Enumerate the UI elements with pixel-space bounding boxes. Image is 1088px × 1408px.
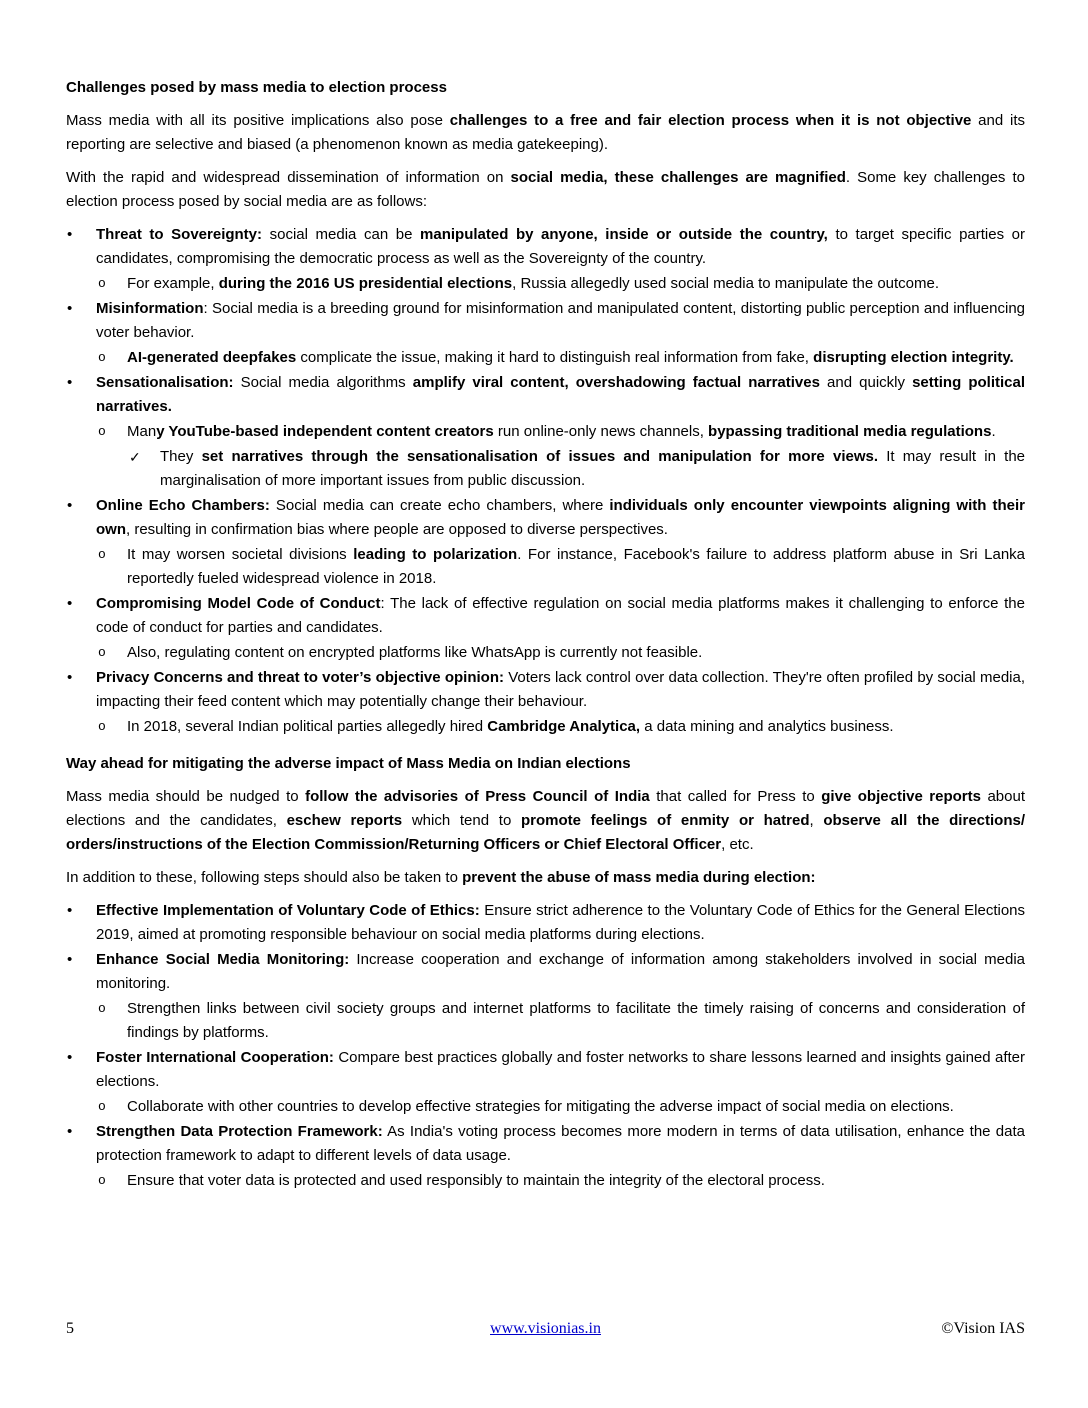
circle-bullet-icon: o [98, 1099, 106, 1114]
bold-text-run: set narratives through the sensationalisation of issues and manipulation for more views. [201, 448, 879, 465]
bullet-icon: • [67, 1049, 73, 1066]
bullet-list [66, 899, 1025, 1193]
list-item [66, 543, 1025, 591]
text-run: Man [127, 423, 157, 440]
bullet-icon: • [67, 300, 73, 317]
circle-bullet-icon: o [98, 547, 106, 562]
bullet-icon: • [67, 669, 73, 686]
list-item [66, 420, 1025, 444]
list-item [66, 1046, 1025, 1094]
bold-text-run: Misinformation [96, 300, 204, 317]
bullet-icon: • [67, 1123, 73, 1140]
text-run: Mass media should be nudged to [66, 788, 306, 805]
bold-text-run: manipulated by anyone, inside or outside the country, [420, 226, 828, 243]
bold-text-run: Enhance Social Media Monitoring: [96, 951, 350, 968]
text-run: and its reporting are selective and biased (a phenomenon known as media gatekeeping). [66, 112, 1025, 153]
text-run: In 2018, several Indian political parties allegedly hired [127, 718, 488, 735]
text-run: : The lack of effective regulation on social media platforms makes it challenging to enforce the code of conduct for parties and candidates. [96, 595, 1025, 636]
list-item [66, 272, 1025, 296]
bullet-icon: • [67, 374, 73, 391]
bold-text-run: Foster International Cooperation: [96, 1049, 334, 1066]
bold-text-run: follow the advisories of Press Council of India [305, 788, 650, 805]
text-run: With the rapid and widespread dissemination of information on [66, 169, 511, 186]
page-number: 5 [66, 1320, 74, 1337]
bullet-icon: • [67, 951, 73, 968]
list-item [66, 899, 1025, 947]
list-item [66, 997, 1025, 1045]
text-run: and quickly [819, 374, 913, 391]
text-run: social media can be [269, 226, 421, 243]
bold-text-run: amplify viral content, overshadowing factual narratives [412, 374, 820, 391]
bold-text-run: y YouTube-based independent content creators [156, 423, 494, 440]
bold-text-run: individuals only encounter viewpoints aligning with their own [96, 497, 1025, 538]
list-item [66, 666, 1025, 714]
text-run: Ensure strict adherence to the Voluntary Code of Ethics for the General Elections 2019, aimed at promoting responsible behaviour on social media platforms during elections. [96, 902, 1026, 943]
bold-text-run: setting political narratives. [96, 374, 1026, 415]
bullet-list [66, 223, 1025, 739]
text-run: to target specific parties or candidates, compromising the democratic process as well as the Sovereignty of the country. [96, 226, 1026, 267]
text-run: : Social media is a breeding ground for misinformation and manipulated content, distorting public perception and influencing voter behavior. [96, 300, 1025, 341]
text-run: Mass media with all its positive implications also pose [66, 112, 450, 129]
bold-text-run: social media, these challenges are magnified [510, 169, 846, 186]
text-run: In addition to these, following steps should also be taken to [66, 869, 463, 886]
list-item [66, 445, 1025, 493]
document-content [66, 76, 1025, 1201]
circle-bullet-icon: o [98, 1001, 106, 1016]
bold-text-run: AI-generated deepfakes [127, 349, 297, 366]
text-run: . [991, 423, 996, 440]
list-item [66, 948, 1025, 996]
text-run: It may result in the marginalisation of more important issues from public discussion. [160, 448, 1026, 489]
circle-bullet-icon: o [98, 424, 106, 439]
text-run: that called for Press to [649, 788, 822, 805]
list-item [66, 297, 1025, 345]
bold-text-run: Sensationalisation: [96, 374, 234, 391]
copyright-text: ©Vision IAS [941, 1320, 1025, 1337]
bold-text-run: prevent the abuse of mass media during election: [462, 869, 816, 886]
bold-text-run: leading to polarization [353, 546, 518, 563]
circle-bullet-icon: o [98, 645, 106, 660]
bold-text-run: give objective reports [821, 788, 981, 805]
list-item [66, 1120, 1025, 1168]
bold-text-run: Cambridge Analytica, [487, 718, 641, 735]
section-heading [66, 76, 1025, 100]
bullet-icon: • [67, 902, 73, 919]
text-run: Increase cooperation and exchange of information among stakeholders involved in social media monitoring. [96, 951, 1025, 992]
text-run: , etc. [721, 836, 754, 853]
page-footer [66, 1320, 1025, 1338]
circle-bullet-icon: o [98, 719, 106, 734]
text-run: , [809, 812, 824, 829]
bullet-icon: • [67, 497, 73, 514]
text-run: a data mining and analytics business. [640, 718, 894, 735]
text-run: . For instance, Facebook's failure to address platform abuse in Sri Lanka reportedly fueled widespread violence in 2018. [127, 546, 1026, 587]
section-heading [66, 752, 1025, 776]
check-icon: ✓ [129, 449, 141, 465]
bold-text-run: disrupting election integrity. [813, 349, 1014, 366]
bold-text-run: bypassing traditional media regulations [708, 423, 992, 440]
text-run: , Russia allegedly used social media to manipulate the outcome. [512, 275, 940, 292]
list-item [66, 346, 1025, 370]
paragraph [66, 785, 1025, 857]
circle-bullet-icon: o [98, 1173, 106, 1188]
website-link[interactable]: www.visionias.in [490, 1320, 601, 1337]
bold-text-run: challenges to a free and fair election process when it is not objective [449, 112, 972, 129]
circle-bullet-icon: o [98, 276, 106, 291]
text-run: For example, [127, 275, 219, 292]
bold-text-run: observe all the directions/ orders/instructions of the Election Commission/Returning Officers or Chief Electoral Officer [66, 812, 1025, 853]
bold-text-run: Threat to Sovereignty: [96, 226, 270, 243]
text-run: They [160, 448, 202, 465]
list-item [66, 223, 1025, 271]
bold-text-run: Compromising Model Code of Conduct [96, 595, 381, 612]
paragraph [66, 166, 1025, 214]
bold-text-run: Privacy Concerns and threat to voter’s objective opinion: [96, 669, 504, 686]
bold-text-run: Challenges posed by mass media to election process [66, 79, 447, 96]
text-run: Compare best practices globally and foster networks to share lessons learned and insights gained after elections. [96, 1049, 1025, 1090]
text-run: , resulting in confirmation bias where people are opposed to diverse perspectives. [126, 521, 668, 538]
bullet-icon: • [67, 595, 73, 612]
text-run: Also, regulating content on encrypted platforms like WhatsApp is currently not feasible. [127, 644, 703, 661]
bold-text-run: Way ahead for mitigating the adverse impact of Mass Media on Indian elections [66, 755, 631, 772]
text-run: which tend to [402, 812, 521, 829]
text-run: . Some key challenges to election process posed by social media are as follows: [66, 169, 1025, 210]
text-run: Ensure that voter data is protected and used responsibly to maintain the integrity of the electoral process. [127, 1172, 825, 1189]
text-run: about elections and the candidates, [66, 788, 1025, 829]
paragraph [66, 866, 1025, 890]
list-item [66, 371, 1025, 419]
list-item [66, 641, 1025, 665]
text-run: run online-only news channels, [493, 423, 709, 440]
bold-text-run: Online Echo Chambers: [96, 497, 270, 514]
text-run: It may worsen societal divisions [127, 546, 354, 563]
list-item [66, 1169, 1025, 1193]
text-run: complicate the issue, making it hard to distinguish real information from fake, [296, 349, 814, 366]
bold-text-run: promote feelings of enmity or hatred [520, 812, 810, 829]
text-run: Social media algorithms [233, 374, 413, 391]
text-run: As India's voting process becomes more modern in terms of data utilisation, enhance the data protection framework to adapt to different levels of data usage. [96, 1123, 1025, 1164]
bullet-icon: • [67, 226, 73, 243]
list-item [66, 715, 1025, 739]
text-run: Strengthen links between civil society groups and internet platforms to facilitate the timely raising of concerns and consideration of findings by platforms. [127, 1000, 1025, 1041]
bold-text-run: eschew reports [286, 812, 403, 829]
list-item [66, 1095, 1025, 1119]
text-run: Social media can create echo chambers, where [269, 497, 610, 514]
text-run: Collaborate with other countries to develop effective strategies for mitigating the adverse impact of social media on elections. [127, 1098, 954, 1115]
list-item [66, 592, 1025, 640]
circle-bullet-icon: o [98, 350, 106, 365]
bold-text-run: during the 2016 US presidential elections [218, 275, 513, 292]
list-item [66, 494, 1025, 542]
paragraph [66, 109, 1025, 157]
bold-text-run: Effective Implementation of Voluntary Code of Ethics: [96, 902, 480, 919]
text-run: Voters lack control over data collection. They're often profiled by social media, impacting their feed content which may potentially change their behaviour. [96, 669, 1026, 710]
bold-text-run: Strengthen Data Protection Framework: [96, 1123, 383, 1140]
